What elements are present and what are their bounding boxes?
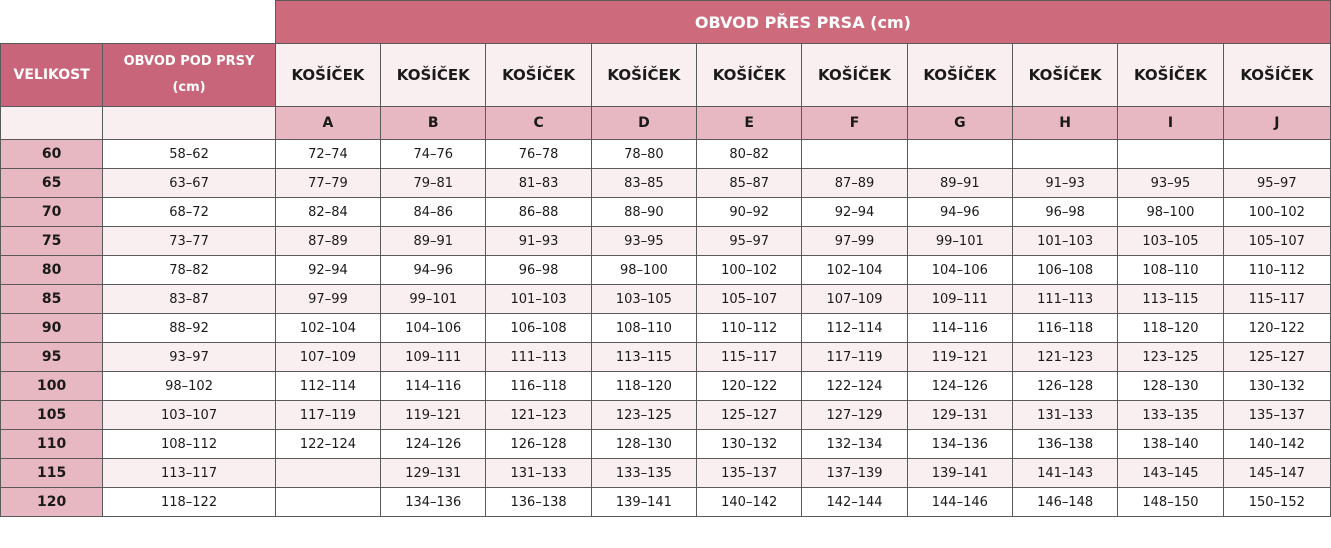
cup-letter-a: A: [275, 107, 380, 140]
bust-cell: 106–108: [486, 314, 591, 343]
bust-cell: 122–124: [802, 372, 907, 401]
bust-cell: 78–80: [591, 140, 696, 169]
bust-cell: 102–104: [802, 256, 907, 285]
cup-word-header: KOŠÍČEK: [802, 44, 907, 107]
bust-cell: 96–98: [486, 256, 591, 285]
bust-cell: 94–96: [907, 198, 1012, 227]
table-row: [1, 169, 1331, 198]
table-row: [1, 140, 1331, 169]
bust-cell: 128–130: [591, 430, 696, 459]
size-cell: 115: [1, 459, 103, 488]
bust-cell: 136–138: [486, 488, 591, 517]
bust-cell: 117–119: [802, 343, 907, 372]
cup-letter-h: H: [1012, 107, 1117, 140]
table-row: [1, 343, 1331, 372]
bust-cell: 130–132: [1223, 372, 1330, 401]
bust-cell: 117–119: [275, 401, 380, 430]
bust-cell: 80–82: [697, 140, 802, 169]
bust-cell: 150–152: [1223, 488, 1330, 517]
bust-cell: 79–81: [381, 169, 486, 198]
cup-word-header: KOŠÍČEK: [591, 44, 696, 107]
bust-cell: 97–99: [802, 227, 907, 256]
underbust-cell: 98–102: [103, 372, 276, 401]
table-row: [1, 198, 1331, 227]
bust-cell: 143–145: [1118, 459, 1223, 488]
bust-cell: [275, 488, 380, 517]
table-row: [1, 256, 1331, 285]
bust-cell: [1118, 140, 1223, 169]
underbust-cell: 88–92: [103, 314, 276, 343]
bust-cell: 139–141: [591, 488, 696, 517]
bust-cell: 89–91: [381, 227, 486, 256]
bust-cell: 90–92: [697, 198, 802, 227]
bust-cell: 112–114: [802, 314, 907, 343]
underbust-cell: 103–107: [103, 401, 276, 430]
cup-word-header: KOŠÍČEK: [275, 44, 380, 107]
bust-cell: 104–106: [381, 314, 486, 343]
underbust-column-header: [103, 44, 276, 107]
bust-cell: 99–101: [907, 227, 1012, 256]
bust-cell: 100–102: [697, 256, 802, 285]
bust-cell: 129–131: [907, 401, 1012, 430]
underbust-cell: 108–112: [103, 430, 276, 459]
bust-cell: 145–147: [1223, 459, 1330, 488]
bust-cell: 120–122: [697, 372, 802, 401]
bust-cell: 91–93: [1012, 169, 1117, 198]
underbust-cell: 73–77: [103, 227, 276, 256]
bust-cell: [802, 140, 907, 169]
cup-letter-f: F: [802, 107, 907, 140]
cup-letter-e: E: [697, 107, 802, 140]
bust-cell: 95–97: [697, 227, 802, 256]
bust-cell: 112–114: [275, 372, 380, 401]
bust-cell: 102–104: [275, 314, 380, 343]
bust-cell: 131–133: [486, 459, 591, 488]
bust-cell: 136–138: [1012, 430, 1117, 459]
size-subheader-blank: [1, 107, 103, 140]
bust-cell: 120–122: [1223, 314, 1330, 343]
cup-word-header: KOŠÍČEK: [381, 44, 486, 107]
table-row: [1, 401, 1331, 430]
cup-word-header: KOŠÍČEK: [697, 44, 802, 107]
bust-cell: 91–93: [486, 227, 591, 256]
cup-word-header: KOŠÍČEK: [486, 44, 591, 107]
bust-cell: 106–108: [1012, 256, 1117, 285]
bust-cell: 135–137: [697, 459, 802, 488]
bust-cell: 125–127: [1223, 343, 1330, 372]
bust-cell: 94–96: [381, 256, 486, 285]
bust-cell: 105–107: [1223, 227, 1330, 256]
cup-word-header: KOŠÍČEK: [907, 44, 1012, 107]
bust-cell: 113–115: [1118, 285, 1223, 314]
bust-cell: 122–124: [275, 430, 380, 459]
bust-cell: 77–79: [275, 169, 380, 198]
bust-cell: 109–111: [907, 285, 1012, 314]
bust-cell: 87–89: [802, 169, 907, 198]
bust-cell: 109–111: [381, 343, 486, 372]
bust-cell: 92–94: [802, 198, 907, 227]
bust-cell: 111–113: [1012, 285, 1117, 314]
bust-cell: 118–120: [1118, 314, 1223, 343]
column-header-row: [1, 44, 1331, 107]
underbust-cell: 58–62: [103, 140, 276, 169]
bust-cell: 103–105: [591, 285, 696, 314]
cup-letter-j: J: [1223, 107, 1330, 140]
bust-cell: 134–136: [381, 488, 486, 517]
bust-cell: 87–89: [275, 227, 380, 256]
bust-cell: 123–125: [591, 401, 696, 430]
bust-header: OBVOD PŘES PRSA (cm): [275, 1, 1330, 44]
table-row: [1, 372, 1331, 401]
blank-corner: [1, 1, 276, 44]
bust-cell: [1012, 140, 1117, 169]
bust-cell: 86–88: [486, 198, 591, 227]
bust-cell: 104–106: [907, 256, 1012, 285]
bust-cell: 88–90: [591, 198, 696, 227]
bust-cell: 130–132: [697, 430, 802, 459]
bust-cell: 108–110: [1118, 256, 1223, 285]
size-cell: 80: [1, 256, 103, 285]
bust-cell: 138–140: [1118, 430, 1223, 459]
bust-cell: 105–107: [697, 285, 802, 314]
cup-letter-i: I: [1118, 107, 1223, 140]
bust-cell: 148–150: [1118, 488, 1223, 517]
underbust-cell: 63–67: [103, 169, 276, 198]
size-cell: 75: [1, 227, 103, 256]
bust-cell: 124–126: [381, 430, 486, 459]
table-row: [1, 488, 1331, 517]
bust-cell: 107–109: [275, 343, 380, 372]
bust-cell: 108–110: [591, 314, 696, 343]
bust-cell: 76–78: [486, 140, 591, 169]
table-row: [1, 459, 1331, 488]
cup-word-header: KOŠÍČEK: [1118, 44, 1223, 107]
bust-cell: 98–100: [1118, 198, 1223, 227]
cup-word-header: KOŠÍČEK: [1012, 44, 1117, 107]
bust-cell: 107–109: [802, 285, 907, 314]
size-cell: 85: [1, 285, 103, 314]
bust-cell: 96–98: [1012, 198, 1117, 227]
bust-cell: 128–130: [1118, 372, 1223, 401]
bust-cell: 100–102: [1223, 198, 1330, 227]
bust-cell: 124–126: [907, 372, 1012, 401]
size-cell: 65: [1, 169, 103, 198]
size-cell: 70: [1, 198, 103, 227]
bust-cell: 135–137: [1223, 401, 1330, 430]
cup-letter-b: B: [381, 107, 486, 140]
size-column-header: VELIKOST: [1, 44, 103, 107]
bust-cell: 103–105: [1118, 227, 1223, 256]
cup-word-header: KOŠÍČEK: [1223, 44, 1330, 107]
size-cell: 95: [1, 343, 103, 372]
bust-cell: 81–83: [486, 169, 591, 198]
bust-cell: 121–123: [486, 401, 591, 430]
bust-cell: 133–135: [591, 459, 696, 488]
bust-cell: 111–113: [486, 343, 591, 372]
bust-cell: 83–85: [591, 169, 696, 198]
table-row: [1, 430, 1331, 459]
size-cell: 100: [1, 372, 103, 401]
bust-cell: [1223, 140, 1330, 169]
size-cell: 105: [1, 401, 103, 430]
underbust-header-line1: OBVOD POD PRSY: [123, 54, 255, 69]
bust-cell: 93–95: [591, 227, 696, 256]
bust-cell: 82–84: [275, 198, 380, 227]
underbust-cell: 93–97: [103, 343, 276, 372]
bust-cell: 119–121: [381, 401, 486, 430]
bust-cell: 84–86: [381, 198, 486, 227]
bust-cell: 110–112: [1223, 256, 1330, 285]
bust-cell: 126–128: [486, 430, 591, 459]
bust-cell: 123–125: [1118, 343, 1223, 372]
bust-cell: 132–134: [802, 430, 907, 459]
bust-cell: 119–121: [907, 343, 1012, 372]
underbust-cell: 113–117: [103, 459, 276, 488]
cup-letter-row: [1, 107, 1331, 140]
underbust-cell: 118–122: [103, 488, 276, 517]
bust-cell: 127–129: [802, 401, 907, 430]
size-cell: 90: [1, 314, 103, 343]
bust-cell: 95–97: [1223, 169, 1330, 198]
bust-cell: 101–103: [1012, 227, 1117, 256]
underbust-subheader-blank: [103, 107, 276, 140]
bust-cell: 98–100: [591, 256, 696, 285]
bust-cell: 74–76: [381, 140, 486, 169]
bust-cell: 144–146: [907, 488, 1012, 517]
bust-cell: 116–118: [486, 372, 591, 401]
bust-cell: 99–101: [381, 285, 486, 314]
bust-cell: 129–131: [381, 459, 486, 488]
table-row: [1, 314, 1331, 343]
bust-cell: 121–123: [1012, 343, 1117, 372]
cup-letter-c: C: [486, 107, 591, 140]
bust-cell: 131–133: [1012, 401, 1117, 430]
bust-cell: 114–116: [381, 372, 486, 401]
bust-cell: 140–142: [1223, 430, 1330, 459]
underbust-cell: 78–82: [103, 256, 276, 285]
bust-cell: 134–136: [907, 430, 1012, 459]
underbust-header-line2: (cm): [172, 80, 206, 95]
bust-cell: 133–135: [1118, 401, 1223, 430]
bust-cell: 114–116: [907, 314, 1012, 343]
bust-cell: 146–148: [1012, 488, 1117, 517]
bust-cell: 93–95: [1118, 169, 1223, 198]
bust-cell: 101–103: [486, 285, 591, 314]
bust-cell: 97–99: [275, 285, 380, 314]
cup-letter-g: G: [907, 107, 1012, 140]
bust-cell: 137–139: [802, 459, 907, 488]
bust-cell: 89–91: [907, 169, 1012, 198]
bust-cell: 72–74: [275, 140, 380, 169]
size-cell: 110: [1, 430, 103, 459]
table-row: [1, 227, 1331, 256]
size-cell: 120: [1, 488, 103, 517]
size-cell: 60: [1, 140, 103, 169]
bust-cell: 115–117: [1223, 285, 1330, 314]
top-header-row: [1, 1, 1331, 44]
bust-cell: 126–128: [1012, 372, 1117, 401]
table-row: [1, 285, 1331, 314]
bust-cell: 115–117: [697, 343, 802, 372]
cup-letter-d: D: [591, 107, 696, 140]
bust-cell: 140–142: [697, 488, 802, 517]
bust-cell: [907, 140, 1012, 169]
bust-cell: 118–120: [591, 372, 696, 401]
bust-cell: 116–118: [1012, 314, 1117, 343]
bust-cell: 85–87: [697, 169, 802, 198]
underbust-cell: 68–72: [103, 198, 276, 227]
bust-cell: 92–94: [275, 256, 380, 285]
bust-cell: 113–115: [591, 343, 696, 372]
bust-cell: 141–143: [1012, 459, 1117, 488]
bust-cell: [275, 459, 380, 488]
bust-cell: 142–144: [802, 488, 907, 517]
bust-cell: 125–127: [697, 401, 802, 430]
bust-cell: 110–112: [697, 314, 802, 343]
bust-cell: 139–141: [907, 459, 1012, 488]
underbust-cell: 83–87: [103, 285, 276, 314]
